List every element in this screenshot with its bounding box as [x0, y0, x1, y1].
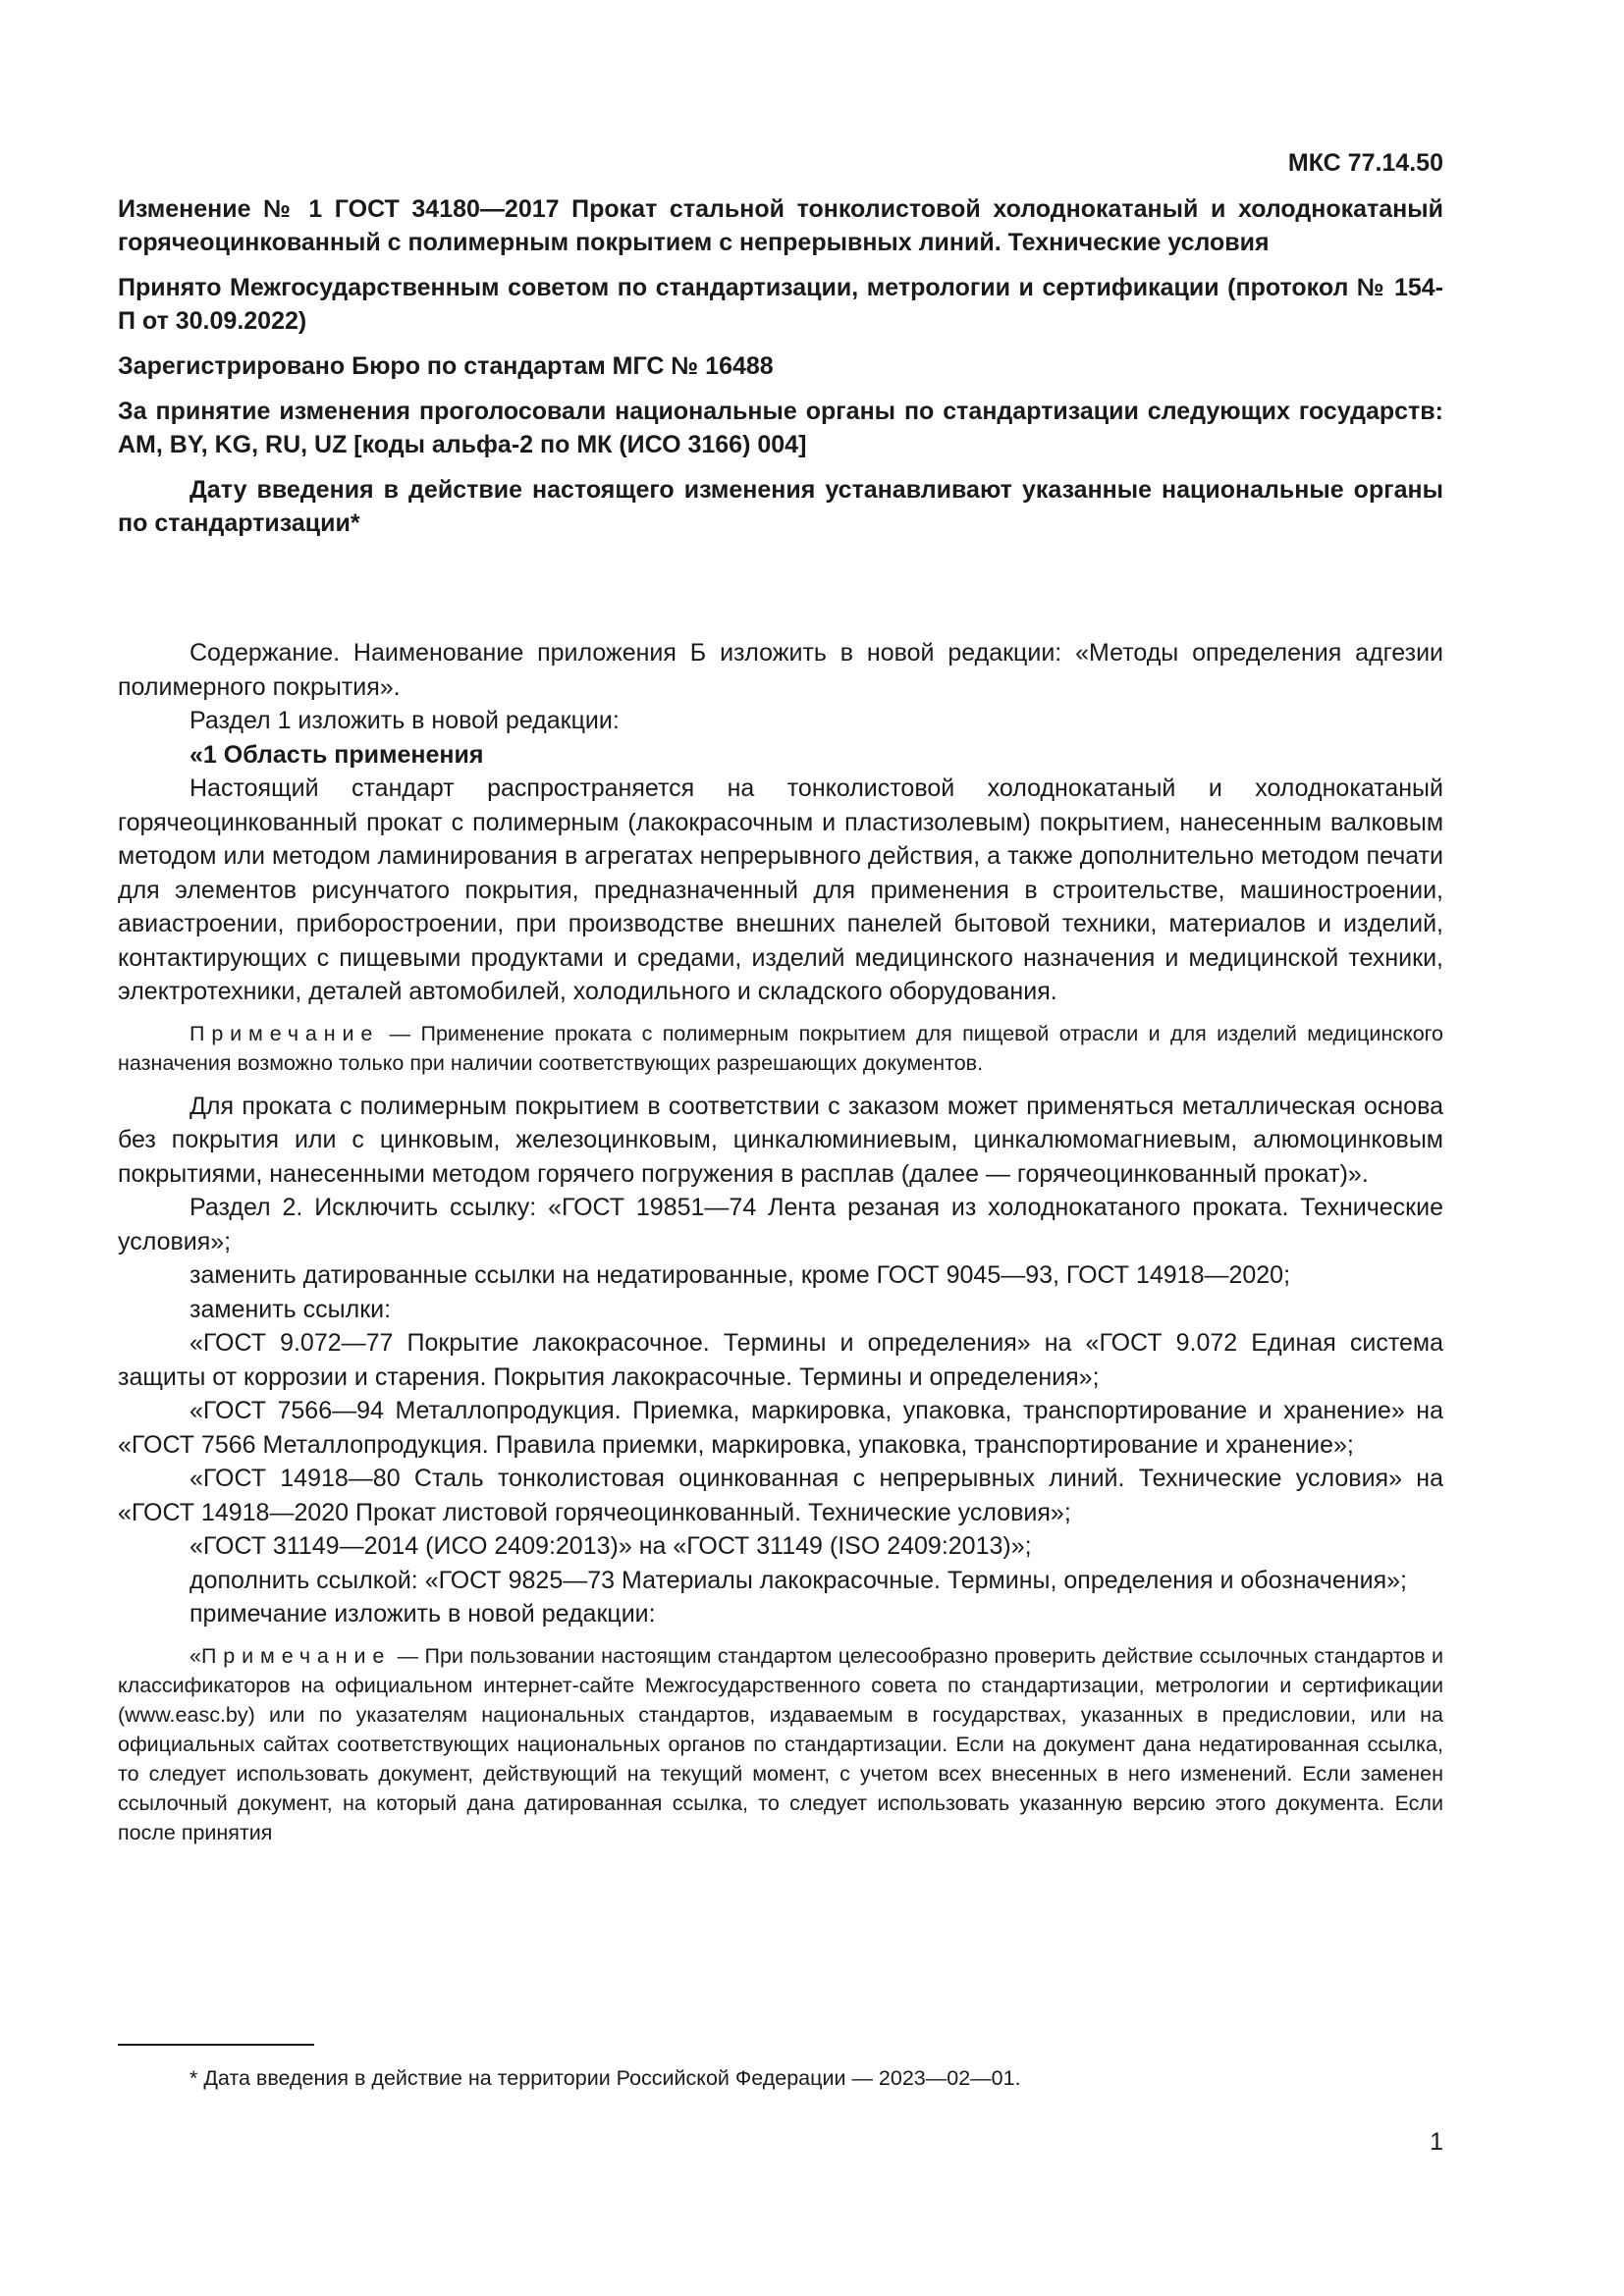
section-heading: «1 Область применения	[189, 740, 484, 769]
note-text: — При пользовании настоящим стандартом целесообразно проверить действие ссылочных стандартов и классификаторов на официальном интернет-сайте Межгосударственного совета по стандартизации, метрологии и сертификации (www.easc.by) или по указателям национальных стандартов, издаваемым в государствах, указанных в предисловии, или на официальных сайтах соответствующих национальных органов по стандартизации. Если на документ дана недатированная ссылка, то следует использовать документ, действующий на текущий момент, с учетом всех внесенных в него изменений. Если заменен ссылочный документ, на который дана датированная ссылка, то следует использовать указанную версию этого документа. Если после принятия	[118, 1643, 1443, 1844]
paragraph: заменить датированные ссылки на недатированные, кроме ГОСТ 9045—93, ГОСТ 14918—2020;	[189, 1261, 1291, 1289]
header-block	[118, 192, 1443, 540]
paragraph: Для проката с полимерным покрытием в соответствии с заказом может применяться металлическая основа без покрытия или с цинковым, железоцинковым, цинкалюминиевым, цинкалюмомагниевым, алюмоцинковым покрытиями, нанесенными методом горячего погружения в расплав (далее — горячеоцинкованный прокат)».	[118, 1092, 1443, 1188]
mks-code: МКС 77.14.50	[1287, 149, 1443, 177]
note-label: Примечание	[189, 1021, 380, 1045]
paragraph: дополнить ссылкой: «ГОСТ 9825—73 Материалы лакокрасочные. Термины, определения и обозначения»;	[189, 1566, 1407, 1594]
paragraph: «ГОСТ 9.072—77 Покрытие лакокрасочное. Термины и определения» на «ГОСТ 9.072 Единая система защиты от коррозии и старения. Покрытия лакокрасочные. Термины и определения»;	[118, 1329, 1443, 1391]
voted-statement: За принятие изменения проголосовали национальные органы по стандартизации следующих государств: AM, BY, KG, RU, UZ [коды альфа-2 по МК (ИСО 3166) 004]	[118, 398, 1443, 458]
page-number: 1	[1430, 2128, 1443, 2156]
paragraph: «ГОСТ 7566—94 Металлопродукция. Приемка, маркировка, упаковка, транспортирование и хранение» на «ГОСТ 7566 Металлопродукция. Правила приемки, маркировка, упаковка, транспортирование и хранение»;	[118, 1397, 1443, 1459]
paragraph: Содержание. Наименование приложения Б изложить в новой редакции: «Методы определения адгезии полимерного покрытия».	[118, 639, 1443, 701]
note-label: Примечание	[200, 1643, 392, 1668]
paragraph: Раздел 2. Исключить ссылку: «ГОСТ 19851—74 Лента резаная из холоднокатаного проката. Технические условия»;	[118, 1194, 1443, 1255]
footnote: * Дата введения в действие на территории Российской Федерации — 2023—02—01.	[189, 2066, 1021, 2090]
paragraph: «ГОСТ 31149—2014 (ИСО 2409:2013)» на «ГОСТ 31149 (ISO 2409:2013)»;	[189, 1532, 1032, 1560]
footnote-separator	[118, 2044, 314, 2046]
note-quote: «	[189, 1643, 201, 1668]
paragraph: заменить ссылки:	[189, 1295, 392, 1323]
amendment-title: Изменение № 1 ГОСТ 34180—2017 Прокат стальной тонколистовой холоднокатаный и холоднокатаный горячеоцинкованный с полимерным покрытием с непрерывных линий. Технические условия	[118, 195, 1443, 256]
paragraph: Раздел 1 изложить в новой редакции:	[189, 707, 620, 734]
note	[118, 1641, 1443, 1847]
paragraph: Настоящий стандарт распространяется на тонколистовой холоднокатаный и холоднокатаный горячеоцинкованный прокат с полимерным (лакокрасочным и пластизолевым) покрытием, нанесенным валковым методом или методом ламинирования в агрегатах непрерывного действия, а также дополнительно методом печати для элементов рисунчатого покрытия, предназначенный для применения в строительстве, машиностроении, авиастроении, приборостроении, при производстве внешних панелей бытовой техники, материалов и изделий, контактирующих с пищевыми продуктами и средами, изделий медицинского назначения и медицинской техники, электротехники, деталей автомобилей, холодильного и складского оборудования.	[118, 774, 1443, 1005]
registered-statement: Зарегистрировано Бюро по стандартам МГС № 16488	[118, 352, 774, 380]
note	[118, 1019, 1443, 1078]
note-text: — Применение проката с полимерным покрытием для пищевой отрасли и для изделий медицинского назначения возможно только при наличии соответствующих разрешающих документов.	[118, 1021, 1443, 1075]
effective-date-statement: Дату введения в действие настоящего изменения устанавливают указанные национальные органы по стандартизации*	[118, 476, 1443, 537]
paragraph: «ГОСТ 14918—80 Сталь тонколистовая оцинкованная с непрерывных линий. Технические условия» на «ГОСТ 14918—2020 Прокат листовой горячеоцинкованный. Технические условия»;	[118, 1465, 1443, 1526]
paragraph: примечание изложить в новой редакции:	[189, 1600, 656, 1628]
adopted-statement: Принято Межгосударственным советом по стандартизации, метрологии и сертификации (протокол № 154-П от 30.09.2022)	[118, 274, 1443, 335]
body-text	[118, 636, 1443, 1847]
